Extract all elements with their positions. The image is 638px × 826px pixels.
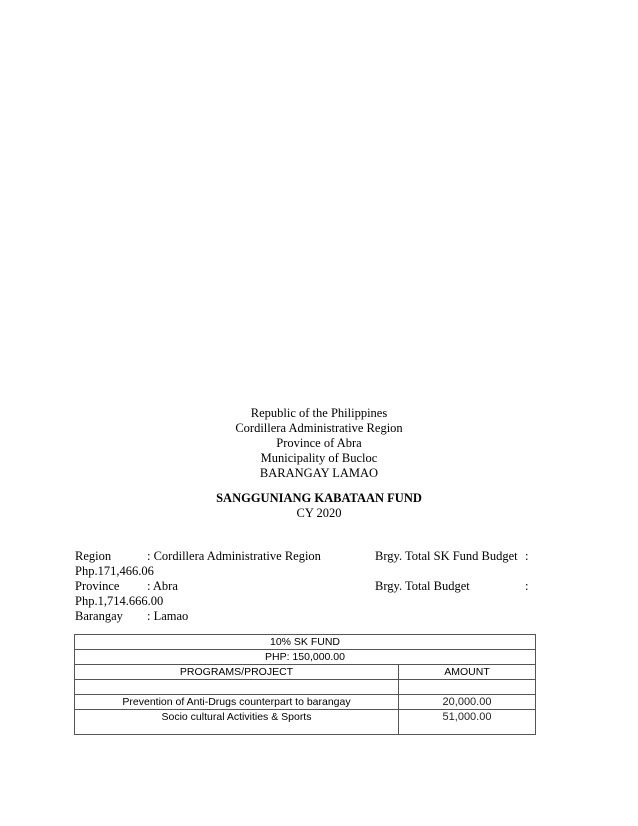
sk-budget-value: Php.171,466.06: [75, 564, 154, 578]
sk-budget-colon: :: [525, 549, 529, 563]
table-php: PHP: 150,000.00: [75, 650, 536, 665]
total-budget-label: Brgy. Total Budget: [375, 579, 470, 593]
table-row: [75, 695, 536, 710]
barangay-label: Barangay: [75, 609, 123, 623]
program-cell: Prevention of Anti-Drugs counterpart to barangay: [75, 695, 399, 710]
empty-cell: [399, 680, 536, 695]
table-title-row: [75, 635, 536, 650]
fund-title: SANGGUNIANG KABATAAN FUND: [216, 491, 422, 505]
sk-fund-table: [74, 634, 536, 735]
fund-title-block: [0, 491, 638, 521]
header-region: Cordillera Administrative Region: [235, 421, 403, 435]
barangay-value: : Lamao: [147, 609, 189, 623]
col-program-header: PROGRAMS/PROJECT: [75, 665, 399, 680]
header-barangay: BARANGAY LAMAO: [259, 466, 379, 480]
header-municipality: Municipality of Bucloc: [260, 451, 378, 465]
total-budget-value: Php.1,714.666.00: [75, 594, 164, 608]
province-label: Province: [75, 579, 120, 593]
header-province: Province of Abra: [276, 436, 362, 450]
header-republic: Republic of the Philippines: [250, 406, 388, 420]
region-value: : Cordillera Administrative Region: [147, 549, 321, 563]
amount-cell: 20,000.00: [399, 695, 536, 710]
table-row: [75, 710, 536, 735]
empty-cell: [75, 680, 399, 695]
sk-budget-label: Brgy. Total SK Fund Budget: [375, 549, 518, 563]
program-cell: Socio cultural Activities & Sports: [75, 710, 399, 735]
region-row: [75, 549, 321, 564]
barangay-row: [75, 609, 188, 624]
province-value: : Abra: [147, 579, 178, 593]
region-label: Region: [75, 549, 112, 563]
province-row: [75, 579, 178, 594]
total-budget-colon: :: [525, 579, 529, 593]
table-php-row: [75, 650, 536, 665]
table-header-row: [75, 665, 536, 680]
col-amount-header: AMOUNT: [399, 665, 536, 680]
table-empty-row: [75, 680, 536, 695]
amount-cell: 51,000.00: [399, 710, 536, 735]
fund-year: CY 2020: [296, 506, 342, 520]
document-header: [0, 406, 638, 481]
table-title: 10% SK FUND: [75, 635, 536, 650]
